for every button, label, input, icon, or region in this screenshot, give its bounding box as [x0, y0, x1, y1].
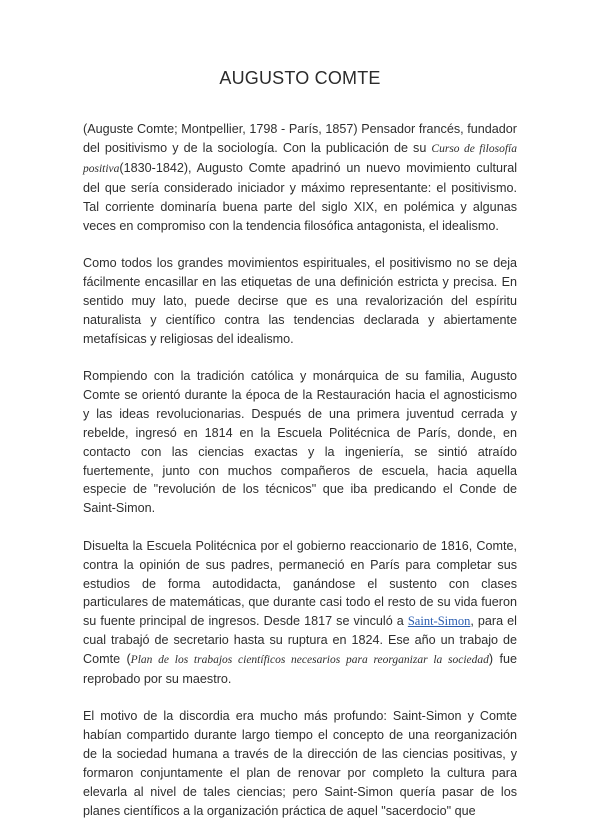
- page-title: AUGUSTO COMTE: [219, 68, 381, 88]
- paragraph-1-text-b: (1830-1842), Augusto Comte apadrinó un nuevo movimiento cultural del que sería considerado iniciador y máximo representante: el positivismo. Tal corriente dominaría buena parte del siglo XIX, en polémica y algunas veces en compromiso con la tendencia filosófica antagonista, el idealismo.: [83, 160, 517, 233]
- work-title-plan: Plan de los trabajos científicos necesarios para reorganizar la sociedad: [130, 654, 489, 667]
- paragraph-1: [83, 120, 517, 235]
- paragraph-3: Rompiendo con la tradición católica y monárquica de su familia, Augusto Comte se orientó durante la época de la Restauración hacia el agnosticismo y las ideas revolucionarias. Después de una primera juventud cerrada y rebelde, ingresó en 1814 en la Escuela Politécnica de París, donde, en contacto con las ciencias exactas y la ingeniería, se sintió atraído fuertemente, junto con muchos compañeros de escuela, hacia aquella especie de "revolución de los técnicos" que iba predicando el Conde de Saint-Simon.: [83, 368, 517, 516]
- document-body: [83, 120, 517, 839]
- paragraph-5: El motivo de la discordia era mucho más profundo: Saint-Simon y Comte habían compartido durante largo tiempo el concepto de una reorganización de la sociedad humana a través de la dirección de las ciencias positivas, y formaron conjuntamente el plan de renovar por completo la cultura para elevarla al nivel de tales ciencias; pero Saint-Simon quería pasar de los planes científicos a la organización práctica de aquel "sacerdocio" que: [83, 709, 517, 818]
- paragraph-4: [83, 537, 517, 689]
- paragraph-4-text-b: , para el cual trabajó de secretario hasta su ruptura en 1824. Ese año un trabajo de Comte (: [83, 614, 517, 667]
- paragraph-4-text-c: ) fue reprobado por su maestro.: [83, 652, 517, 687]
- saint-simon-link[interactable]: Saint-Simon: [407, 614, 471, 629]
- book-title-curso: Curso de filosofía positiva: [83, 142, 517, 175]
- paragraph-2: Como todos los grandes movimientos espirituales, el positivismo no se deja fácilmente encasillar en las etiquetas de una definición estricta y precisa. En sentido muy lato, puede decirse que es una revalorización del espíritu naturalista y científico contra las tendencias declarada y abiertamente metafísicas y religiosas del idealismo.: [83, 255, 517, 346]
- paragraph-4-text-a: Disuelta la Escuela Politécnica por el gobierno reaccionario de 1816, Comte, contra la opinión de sus padres, permaneció en París para completar sus estudios de forma autodidacta, ganándose el sustento con clases particulares de matemáticas, que durante casi todo el resto de su vida fueron su fuente principal de ingresos. Desde 1817 se vinculó a: [83, 538, 517, 629]
- paragraph-1-text-a: (Auguste Comte; Montpellier, 1798 - París, 1857) Pensador francés, fundador del positivismo y de la sociología. Con la publicación de su: [83, 122, 517, 155]
